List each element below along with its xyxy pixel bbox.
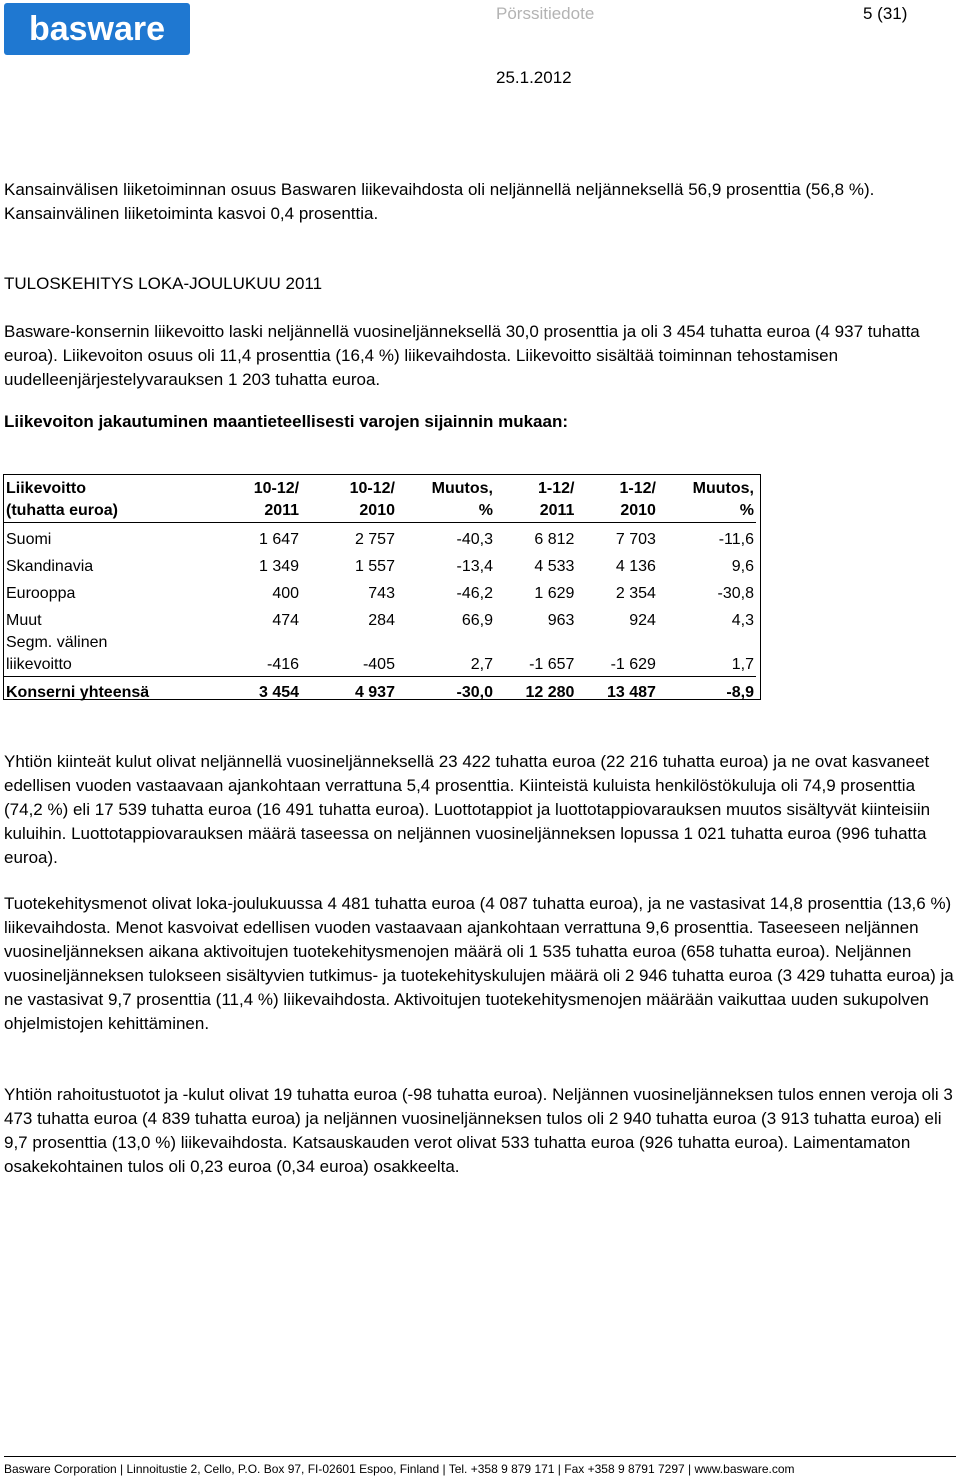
cell: 4 937	[301, 676, 397, 704]
cell: 13 487	[576, 676, 657, 704]
paragraph-international: Kansainvälisen liiketoiminnan osuus Baswaren liikevaihdosta oli neljännellä neljänneksellä 56,9 prosenttia (56,8 %). Kansainvälinen liiketoiminta kasvoi 0,4 prosenttia.	[4, 180, 875, 223]
cell: 924	[629, 611, 656, 629]
table-header-row-2	[4, 500, 756, 523]
cell: -1 629	[610, 655, 656, 673]
table-row	[4, 654, 756, 677]
col-header: 2011	[539, 502, 575, 519]
col-header: 1-12/	[537, 480, 575, 497]
cell: -40,3	[397, 523, 495, 551]
cell: 1 557	[354, 557, 395, 575]
table-row	[4, 551, 756, 578]
cell: 1 349	[259, 557, 300, 575]
operating-profit-table	[4, 478, 756, 704]
row-label: Eurooppa	[6, 584, 76, 602]
cell: 743	[368, 584, 395, 602]
cell: 4 533	[534, 557, 575, 575]
cell: 474	[272, 611, 300, 629]
cell: -30,0	[397, 676, 495, 704]
cell: -416	[267, 655, 300, 673]
row-label: Skandinavia	[6, 557, 94, 575]
row-label: Suomi	[4, 523, 210, 551]
cell: 4,3	[731, 611, 754, 629]
cell: 9,6	[731, 557, 754, 575]
basware-logo	[4, 3, 190, 55]
table-row-segm-label	[4, 632, 756, 654]
document-type: Pörssitiedote	[496, 4, 595, 23]
col-header: Muutos,	[431, 480, 493, 497]
cell: -13,4	[456, 557, 493, 575]
table-total-row	[4, 676, 756, 704]
cell: 1 647	[210, 523, 301, 551]
row-label: Segm. välinen	[6, 633, 108, 651]
cell: 12 280	[495, 676, 576, 704]
cell: 2 354	[615, 584, 656, 602]
document-date: 25.1.2012	[496, 68, 572, 87]
row-label: liikevoitto	[6, 655, 72, 673]
footer-rule	[4, 1456, 956, 1457]
table-title: Liikevoiton jakautuminen maantieteellisesti varojen sijainnin mukaan:	[4, 412, 568, 431]
cell: 2,7	[470, 655, 493, 673]
table-row	[4, 578, 756, 605]
cell: 3 454	[210, 676, 301, 704]
cell: -46,2	[456, 584, 493, 602]
col-header: Liikevoitto	[6, 480, 87, 497]
cell: 66,9	[461, 611, 493, 629]
table-row	[4, 523, 756, 551]
cell: 1 629	[534, 584, 575, 602]
cell: 400	[272, 584, 300, 602]
col-header: %	[739, 502, 754, 519]
cell: -8,9	[658, 676, 756, 704]
cell: 4 136	[615, 557, 656, 575]
cell: 963	[547, 611, 575, 629]
cell: -1 657	[529, 655, 575, 673]
cell: 6 812	[495, 523, 576, 551]
col-header: %	[478, 502, 493, 519]
col-header: Muutos,	[692, 480, 754, 497]
paragraph-fixed-costs: Yhtiön kiinteät kulut olivat neljännellä vuosineljänneksellä 23 422 tuhatta euroa (22 216 tuhatta euroa) ja ne ovat kasvaneet edellisen vuoden vastaavaan ajankohtaan verrattuna 5,4 prosenttia. Kiinteistä kuluista henkilöstökuluja oli 74,9 prosenttia (74,2 %) eli 17 539 tuhatta euroa (16 491 tuhatta euroa). Luottotappiot ja luottotappiovarauksen muutos sisältyvät kiinteisiin kuluihin. Luottotappiovarauksen määrä taseessa on neljännen vuosineljänneksen lopussa 1 021 tuhatta euroa (996 tuhatta euroa).	[4, 752, 931, 867]
paragraph-financial-items: Yhtiön rahoitustuotot ja -kulut olivat 19 tuhatta euroa (-98 tuhatta euroa). Neljännen vuosineljänneksen tulos ennen veroja oli 3 473 tuhatta euroa (4 839 tuhatta euroa) ja neljännen vuosineljänneksen tulos oli 2 940 tuhatta euroa (3 913 tuhatta euroa) eli 9,7 prosenttia (13,0 %) liikevaihdosta. Katsauskauden verot olivat 533 tuhatta euroa (926 tuhatta euroa). Laimentamaton osakekohtainen tulos oli 0,23 euroa (0,34 euroa) osakkeelta.	[4, 1085, 953, 1176]
cell: -405	[362, 655, 395, 673]
col-header: 10-12/	[253, 480, 300, 497]
cell: 1,7	[731, 655, 754, 673]
cell: 7 703	[576, 523, 657, 551]
col-header: 2011	[264, 502, 300, 519]
col-header: 10-12/	[349, 480, 395, 497]
page-number: 5 (31)	[863, 4, 908, 23]
col-header: (tuhatta euroa)	[6, 502, 118, 519]
table-header-row-1	[4, 478, 756, 500]
cell: -30,8	[717, 584, 754, 602]
cell: -11,6	[658, 523, 756, 551]
col-header: 1-12/	[619, 480, 656, 497]
table-row	[4, 605, 756, 632]
paragraph-rnd: Tuotekehitysmenot olivat loka-joulukuussa 4 481 tuhatta euroa (4 087 tuhatta euroa), ja ne vastasivat 14,8 prosenttia (13,6 %) liikevaihdosta. Menot kasvoivat edellisen vuoden vastaavaan ajankohtaan verrattuna 9,6 prosenttia. Taseeseen neljännen vuosineljänneksen aikana aktivoitujen tuotekehitysmenojen määrä oli 1 535 tuhatta euroa (658 tuhatta euroa). Neljännen vuosineljänneksen tulokseen sisältyvien tutkimus- ja tuotekehityskulujen määrä oli 2 946 tuhatta euroa (3 429 tuhatta euroa) ja ne vastasivat 9,7 prosenttia (11,4 %) liikevaihdosta. Aktivoitujen tuotekehitysmenojen määrään vaikuttaa uuden sukupolven ohjelmistojen kehittäminen.	[4, 894, 954, 1033]
col-header: 2010	[620, 502, 656, 519]
logo-text: basware	[28, 9, 166, 48]
section-heading: TULOSKEHITYS LOKA-JOULUKUU 2011	[4, 274, 323, 293]
paragraph-operating-profit: Basware-konsernin liikevoitto laski neljännellä vuosineljänneksellä 30,0 prosenttia ja oli 3 454 tuhatta euroa (4 937 tuhatta euroa). Liikevoiton osuus oli 11,4 prosenttia (16,4 %) liikevaihdosta. Liikevoitto sisältää toiminnan tehostamisen uudelleenjärjestelyvarauksen 1 203 tuhatta euroa.	[4, 322, 920, 389]
cell: 2 757	[301, 523, 397, 551]
footer: Basware Corporation | Linnoitustie 2, Cello, P.O. Box 97, FI-02601 Espoo, Finland | Tel. +358 9 879 171 | Fax +358 9 8791 7297 | www.basware.com	[4, 1462, 795, 1476]
row-label: Konserni yhteensä	[4, 676, 210, 704]
col-header: 2010	[359, 502, 395, 519]
cell: 284	[368, 611, 395, 629]
row-label: Muut	[6, 611, 42, 629]
